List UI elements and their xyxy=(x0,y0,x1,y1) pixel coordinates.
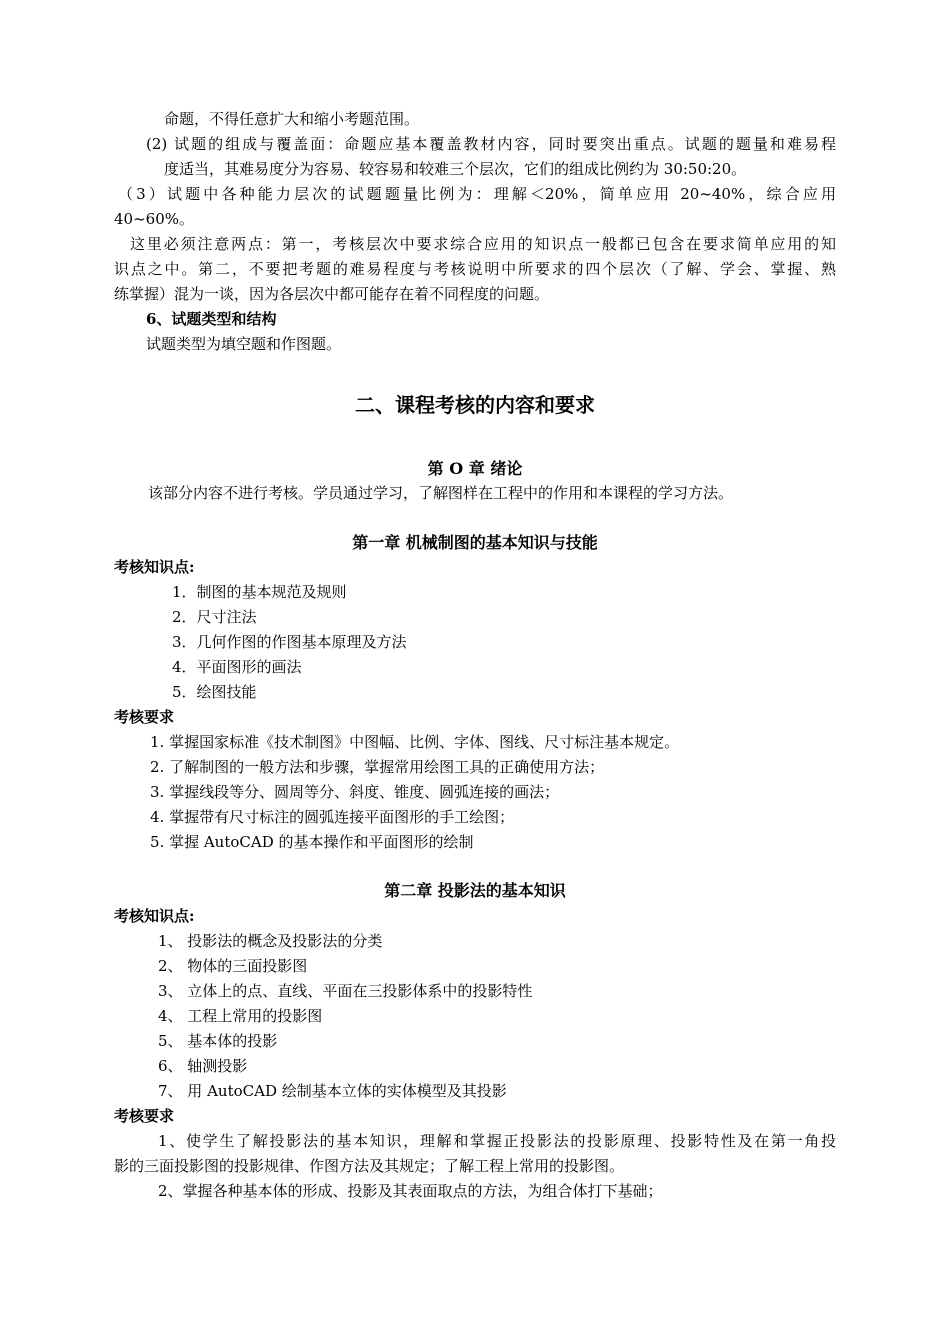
list-item: 3. 掌握线段等分、圆周等分、斜度、锥度、圆弧连接的画法； xyxy=(150,783,560,801)
chapter2-req1-line1: 1、使学生了解投影法的基本知识，理解和掌握正投影法的投影原理、投影特性及在第一角投 xyxy=(158,1132,836,1150)
list-item: 1、 投影法的概念及投影法的分类 xyxy=(158,932,383,950)
section6-heading: 6、试题类型和结构 xyxy=(146,310,277,328)
chapter2-req1-line2: 影的三面投影图的投影规律、作图方法及其规定；了解工程上常用的投影图。 xyxy=(114,1157,625,1175)
section6-text: 试题类型为填空题和作图题。 xyxy=(146,335,342,353)
item3-line2: 40~60%。 xyxy=(114,210,194,228)
list-item: 3、 立体上的点、直线、平面在三投影体系中的投影特性 xyxy=(158,982,533,1000)
list-item: 4．平面图形的画法 xyxy=(172,658,302,676)
list-item: 2．尺寸注法 xyxy=(172,608,257,626)
item2-line1: (2) 试题的组成与覆盖面：命题应基本覆盖教材内容，同时要突出重点。试题的题量和难易程 xyxy=(146,135,836,153)
note-line2: 识点之中。第二，不要把考题的难易程度与考核说明中所要求的四个层次（了解、学会、掌握、熟 xyxy=(114,260,836,278)
chapter1-title: 第一章 机械制图的基本知识与技能 xyxy=(352,533,598,552)
list-item: 4. 掌握带有尺寸标注的圆弧连接平面图形的手工绘图； xyxy=(150,808,515,826)
list-item: 1．制图的基本规范及规则 xyxy=(172,583,347,601)
item3-line1: （3）试题中各种能力层次的试题题量比例为：理解＜20%，简单应用 20~40%，综合应用 xyxy=(118,185,836,203)
part2-title: 二、课程考核的内容和要求 xyxy=(355,393,595,417)
intro-line: 命题，不得任意扩大和缩小考题范围。 xyxy=(164,110,420,128)
chapter1-points-heading: 考核知识点: xyxy=(114,558,195,576)
list-item: 5．绘图技能 xyxy=(172,683,257,701)
chapter0-title: 第 O 章 绪论 xyxy=(427,459,523,478)
chapter2-points-heading: 考核知识点: xyxy=(114,907,195,925)
chapter0-text: 该部分内容不进行考核。学员通过学习，了解图样在工程中的作用和本课程的学习方法。 xyxy=(148,484,734,502)
note-line3: 练掌握）混为一谈，因为各层次中都可能存在着不同程度的问题。 xyxy=(114,285,550,303)
list-item: 2. 了解制图的一般方法和步骤，掌握常用绘图工具的正确使用方法； xyxy=(150,758,605,776)
list-item: 7、 用 AutoCAD 绘制基本立体的实体模型及其投影 xyxy=(158,1082,507,1100)
chapter2-req-heading: 考核要求 xyxy=(114,1107,175,1125)
list-item: 5、 基本体的投影 xyxy=(158,1032,278,1050)
list-item: 1. 掌握国家标准《技术制图》中图幅、比例、字体、图线、尺寸标注基本规定。 xyxy=(150,733,680,751)
chapter2-req2: 2、掌握各种基本体的形成、投影及其表面取点的方法，为组合体打下基础； xyxy=(158,1182,663,1200)
chapter2-title: 第二章 投影法的基本知识 xyxy=(384,881,566,900)
note-line1: 这里必须注意两点：第一，考核层次中要求综合应用的知识点一般都已包含在要求简单应用的知 xyxy=(130,235,836,253)
chapter1-req-heading: 考核要求 xyxy=(114,708,175,726)
list-item: 2、 物体的三面投影图 xyxy=(158,957,308,975)
list-item: 5. 掌握 AutoCAD 的基本操作和平面图形的绘制 xyxy=(150,833,474,851)
list-item: 6、 轴测投影 xyxy=(158,1057,248,1075)
list-item: 4、 工程上常用的投影图 xyxy=(158,1007,323,1025)
list-item: 3．几何作图的作图基本原理及方法 xyxy=(172,633,407,651)
item2-line2: 度适当，其难易度分为容易、较容易和较难三个层次，它们的组成比例约为 30:50:20。 xyxy=(164,160,747,178)
